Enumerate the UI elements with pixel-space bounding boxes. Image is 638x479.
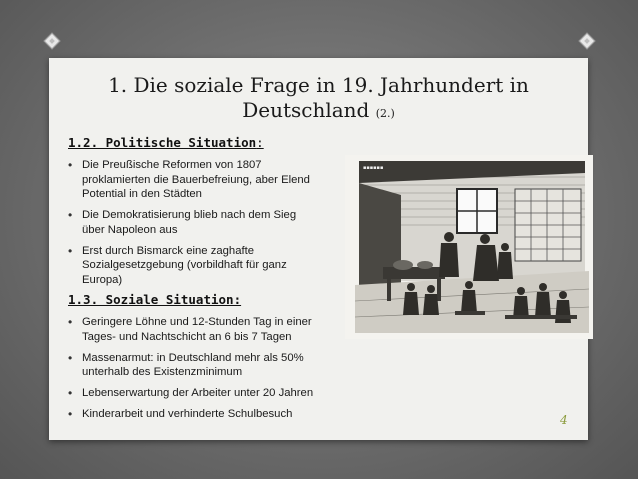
list-item: • Geringere Löhne und 12-Stunden Tag in einer Tages- und Nachtschicht an 6 bis 7 Tagen xyxy=(68,315,338,344)
list-item: • Lebenserwartung der Arbeiter unter 20 Jahren xyxy=(68,386,338,401)
list-item: • Die Preußische Reformen von 1807 proklamierten die Bauerbefreiung, aber Elend Potential in den Städten xyxy=(68,158,318,202)
title-line-2 xyxy=(49,98,588,126)
bullet-list-politische xyxy=(68,158,318,294)
list-item: • Die Demokratisierung blieb nach dem Sieg über Napoleon aus xyxy=(68,208,318,237)
title-line-2-text: Deutschland xyxy=(242,98,370,122)
list-item: • Massenarmut: in Deutschland mehr als 50% unterhalb des Existenzminimum xyxy=(68,351,338,380)
section-heading-colon: : xyxy=(256,135,264,150)
list-item: • Kinderarbeit und verhinderte Schulbesuch xyxy=(68,407,338,422)
section-heading-soziale: 1.3. Soziale Situation: xyxy=(68,292,242,307)
title-suffix: (2.) xyxy=(375,107,395,120)
engraving-image xyxy=(345,155,593,339)
section-heading-politische-text: 1.2. Politische Situation xyxy=(68,135,257,150)
svg-text:▪▪▪▪▪▪: ▪▪▪▪▪▪ xyxy=(363,165,384,171)
section-heading-politische xyxy=(68,135,264,150)
slide-paper xyxy=(49,58,588,440)
page-number: 4 xyxy=(560,413,568,427)
slide-title xyxy=(49,73,588,126)
list-item: • Erst durch Bismarck eine zaghafte Sozialgesetzgebung (vorbildhaft für ganz Europa) xyxy=(68,244,318,288)
title-line-1: 1. Die soziale Frage in 19. Jahrhundert in xyxy=(108,73,529,97)
bullet-list-soziale xyxy=(68,315,338,428)
